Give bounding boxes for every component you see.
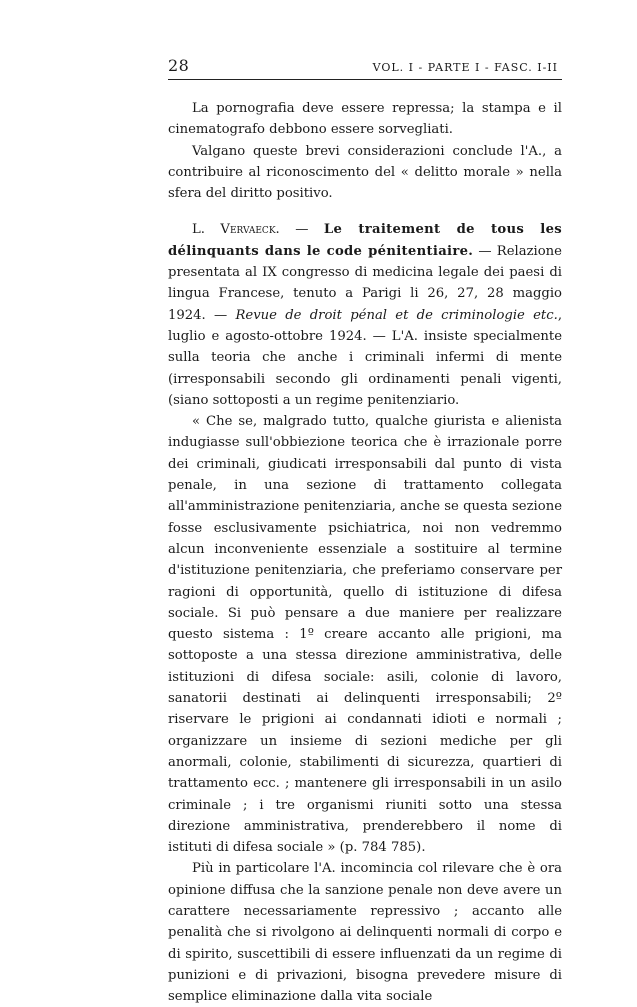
review-summary: , luglio e agosto-ottobre 1924. — L'A. insiste specialmente sulla teoria che anche i criminali infermi di mente (irresponsabili secondo gli ordinamenti penali vigenti, (siano sottoposti a un regime penitenziario. [168, 307, 563, 408]
page [168, 56, 562, 1007]
body-text [168, 98, 562, 1007]
review-quote: « Che se, malgrado tutto, qualche giurista e alienista indugiasse sull'obbiezione teorica che è irrazionale porre dei criminali, giudicati irresponsabili dal punto di vista penale, in una sezione di trattamento collegata all'amministrazione penitenziaria, anche se questa sezione fosse esclusivamente psichiatrica, noi non vedremmo alcun inconveniente essenziale a sostituire al termine d'istituzione penitenziaria, che preferiamo conservare per ragioni di opportunità, quello di istituzione di difesa sociale. Si può pensare a due maniere per realizzare questo sistema : 1º creare accanto alle prigioni, ma sottoposte a una stessa direzione amministrativa, delle istituzioni di difesa sociale: asili, colonie di lavoro, sanatorii destinati ai delinquenti irresponsabili; 2º riservare le prigioni ai condannati idioti e normali ; organizzare un insieme di sezioni mediche per gli anormali, colonie, stabilimenti di sicurezza, quartieri di trattamento ecc. ; mantenere gli irresponsabili in un asilo criminale ; i tre organismi riuniti sotto una stessa direzione amministrativa, prenderebbero il nome di istituti di difesa sociale » (p. 784 785). [168, 414, 562, 856]
page-number: 28 [168, 56, 190, 75]
paragraph-pornografia: La pornografia deve essere repressa; la stampa e il cinematografo debbono essere sorvegliati. [168, 101, 562, 138]
review-title: Le traitement de tous les délinquants dans le code pénitentiaire. [168, 222, 563, 259]
review-author: L. Vervaeck. [192, 222, 280, 238]
review-dash: — [279, 222, 324, 238]
review-final-paragraph: Più in particolare l'A. incomincia col rilevare che è ora opinione diffusa che la sanzione penale non deve avere un carattere necessariamente repressivo ; accanto alle penalità che si rivolgono ai delinquenti normali di corpo e di spirito, suscettibili di essere influenzati da un regime di punizioni e di privazioni, bisogna prevedere misure di semplice eliminazione dalla vita sociale [168, 861, 562, 1005]
running-head: VOL. I - PARTE I - FASC. I-II [372, 61, 558, 74]
review-journal: Revue de droit pénal et de criminologie etc. [235, 307, 558, 323]
running-header [168, 56, 562, 80]
review-source: — Relazione presentata al IX congresso di medicina legale dei paesi di lingua Francese, tenuto a Parigi li 26, 27, 28 maggio 1924. — [168, 243, 562, 323]
review-entry [168, 219, 562, 411]
paragraph-considerazioni: Valgano queste brevi considerazioni conclude l'A., a contribuire al riconoscimento del « delitto morale » nella sfera del diritto positivo. [168, 143, 562, 202]
